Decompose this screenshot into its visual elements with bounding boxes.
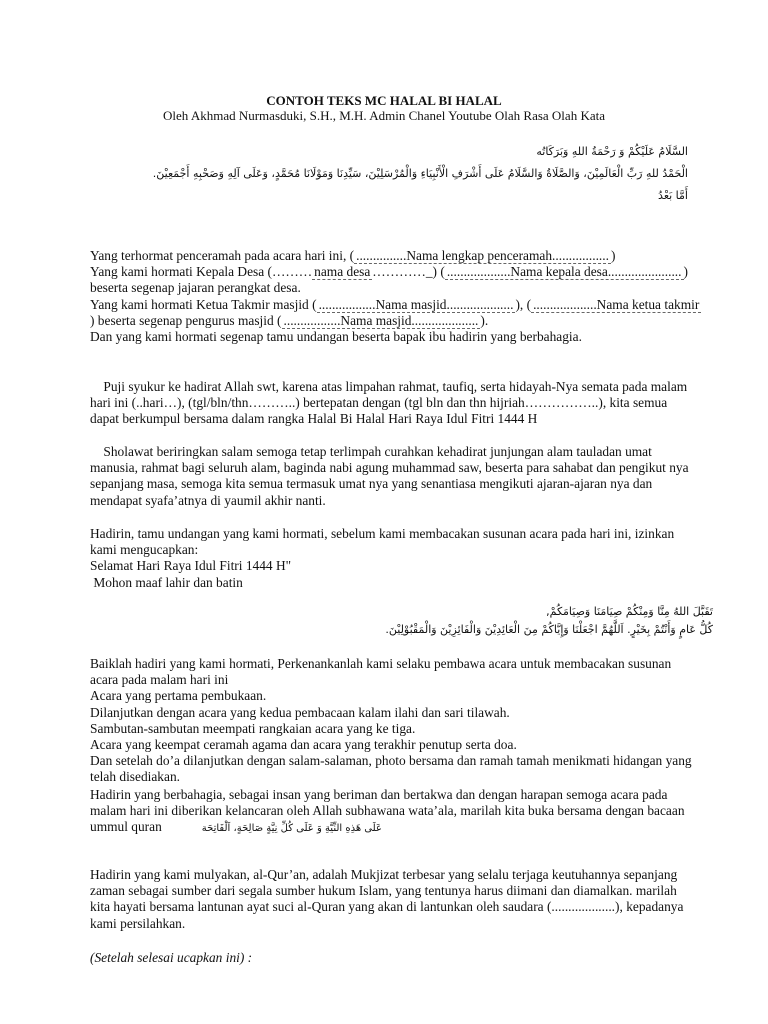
placeholder-nama-ketua-takmir: ...................Nama ketua takmir bbox=[533, 296, 700, 312]
paragraph-note: (Setelah selesai ucapkan ini) : bbox=[90, 950, 253, 965]
text-line: dapat berkumpul bersama dalam rangka Halal Bi Halal Hari Raya Idul Fitri 1444 H bbox=[90, 411, 538, 427]
placeholder-nama-desa: nama desa bbox=[314, 264, 371, 280]
arabic-fatihah: عَلَى هَذِهِ النِّيَّةِ وَ عَلَى كُلِّ نِيَّةٍ صَالِحَةٍ، اَلْفَاتِحَة bbox=[201, 823, 382, 835]
text-line: Acara yang pertama pembukaan. bbox=[90, 688, 267, 704]
text-line: Acara yang keempat ceramah agama dan acara yang terakhir penutup serta doa. bbox=[90, 737, 517, 753]
doc-subtitle: Oleh Akhmad Nurmasduki, S.H., M.H. Admin Chanel Youtube Olah Rasa Olah Kata bbox=[163, 108, 605, 123]
text-line: acara pada malam hari ini bbox=[90, 672, 229, 688]
text-line: Hadirin, tamu undangan yang kami hormati, sebelum kami membacakan susunan acara pada hari ini, izinkan bbox=[90, 526, 675, 541]
text-line: Hadirin yang berbahagia, sebagai insan yang beriman dan bertakwa dan dengan harapan semoga acara pada bbox=[90, 787, 668, 802]
text-line: sepanjang masa, semoga kita semua termasuk umat nya yang senantiasa mengikuti ajaran-ajaran nya dan bbox=[90, 476, 653, 492]
text-line: Puji syukur ke hadirat Allah swt, karena atas limpahan rahmat, taufiq, serta hidayah-Nya semata pada malam bbox=[90, 379, 688, 394]
text-line: Sholawat beriringkan salam semoga tetap terlimpah curahkan kehadirat junjungan alam tauladan umat bbox=[90, 444, 652, 459]
doc-title: CONTOH TEKS MC HALAL BI HALAL bbox=[266, 93, 502, 108]
greeting-text: Yang terhormat penceramah pada acara hari ini, ( bbox=[90, 248, 355, 263]
paragraph-sholawat bbox=[90, 444, 712, 509]
greeting-text: ). bbox=[480, 312, 489, 328]
greeting-text: …………_) ( bbox=[372, 264, 445, 280]
text-line: zaman sebagai sumber dari segala sumber hukum Islam, yang tentunya harus diimani dan diamalkan. marilah bbox=[90, 883, 677, 899]
greeting-text: ), ( bbox=[515, 296, 532, 312]
text-line bbox=[90, 819, 712, 837]
greeting-line bbox=[90, 297, 712, 313]
arabic-prayer-line: كُلُّ عَامٍ وَأَنْتُمْ بِخَيْرٍ. اَللَّهُمَّ اجْعَلْنَا وَإِيَّاكُمْ مِنَ الْعَائِدِيْنَ وَالْفَائِزِيْنَ وَالْمَقْبُوْلِيْنَ. bbox=[385, 623, 713, 636]
greeting-line bbox=[90, 248, 712, 264]
greeting-line: Dan yang kami hormati segenap tamu undangan beserta bapak ibu hadirin yang berbahagia. bbox=[90, 329, 582, 345]
placeholder-nama-masjid: .................Nama masjid.................... bbox=[318, 296, 514, 312]
text-line: malam hari ini diberikan kelancaran oleh Allah subhawana wata’ala, marilah kita buka bersama dengan bacaan bbox=[90, 803, 685, 819]
arabic-prayer bbox=[73, 603, 713, 639]
text-line: kita hayati bersama lantunan ayat suci al-Quran yang akan di lantunkan oleh saudara (...................), kepadanya bbox=[90, 899, 684, 915]
text-line: manusia, rahmat bagi seluruh alam, baginda nabi agung muhammad saw, beserta para sahabat dan pengikut nya bbox=[90, 460, 689, 476]
arabic-prayer-line: تَقَبَّلَ اللهُ مِنَّا وَمِنْكُمْ صِيَامَنَا وَصِيَامَكُمْ, bbox=[546, 605, 713, 618]
text-line: telah disediakan. bbox=[90, 769, 180, 785]
greeting-line: beserta segenap jajaran perangkat desa. bbox=[90, 280, 301, 296]
greeting-line bbox=[90, 313, 712, 329]
greeting-text: Yang kami hormati Ketua Takmir masjid ( bbox=[90, 296, 317, 312]
text-line: Selamat Hari Raya Idul Fitri 1444 H" bbox=[90, 558, 292, 574]
paragraph-pembukaan bbox=[90, 787, 712, 838]
greeting-text: Yang kami hormati Kepala Desa (……… bbox=[90, 264, 313, 280]
text-line: Sambutan-sambutan meempati rangkaian acara yang ke tiga. bbox=[90, 720, 416, 736]
text-line: Dan setelah do’a dilanjutkan dengan salam-salaman, photo bersama dan ramah tamah menikmati hidangan yang bbox=[90, 753, 692, 769]
paragraph-susunan-acara bbox=[90, 656, 712, 786]
text-line: Mohon maaf lahir dan batin bbox=[90, 574, 243, 590]
arabic-amma-badu: أَمَّا بَعْدُ bbox=[658, 189, 688, 202]
text-line: hari ini (..hari…), (tgl/bln/thn………..) bertepatan dengan (tgl bln dan thn hijriah……………..), kita semua bbox=[90, 395, 668, 411]
paragraph-puji-syukur bbox=[90, 379, 712, 428]
text-line: Hadirin yang kami mulyakan, al-Qur’an, adalah Mukjizat terbesar yang selalu terjaga keutuhannya sepanjang bbox=[90, 867, 678, 882]
greetings-block bbox=[90, 248, 712, 345]
placeholder-nama-kepala-desa: ...................Nama kepala desa...................... bbox=[446, 264, 682, 280]
text-line: Baiklah hadiri yang kami hormati, Perkenankanlah kami selaku pembawa acara untuk membacakan susunan bbox=[90, 656, 672, 671]
placeholder-nama-penceramah: ...............Nama lengkap penceramah................. bbox=[356, 248, 609, 263]
greeting-text: ) bbox=[683, 264, 688, 280]
paragraph-tilawah bbox=[90, 867, 712, 932]
text-line: kami persilahkan. bbox=[90, 915, 186, 931]
text-line: kami mengucapkan: bbox=[90, 542, 199, 558]
arabic-salam: السَّلَامُ عَلَيْكُمْ وَ رَحْمَةُ اللهِ وَبَرَكَاتُه bbox=[536, 145, 688, 158]
paragraph-ucapan bbox=[90, 526, 712, 591]
arabic-hamdalah: الْحَمْدُ للهِ رَبِّ الْعَالَمِيْنَ، وَالصَّلَاةُ وَالسَّلَامُ عَلَى أَشْرَفِ الْأَنْبِيَاءِ وَالْمُرْسَلِيْنَ، سَيِّدِنَا وَمَوْلَانَا مُحَمَّدٍ، وَعَلَى آلِهِ وَصَحْبِهِ أَجْمَعِيْنَ. bbox=[152, 167, 688, 180]
text-segment: ummul quran bbox=[90, 819, 162, 835]
text-line: Dilanjutkan dengan acara yang kedua pembacaan kalam ilahi dan sari tilawah. bbox=[90, 704, 510, 720]
placeholder-nama-masjid-2: .................Nama masjid.................... bbox=[283, 312, 479, 328]
text-line: mendapat syafa’atnya di yaumil akhir nanti. bbox=[90, 492, 326, 508]
greeting-line bbox=[90, 264, 712, 280]
greeting-text: ) beserta segenap pengurus masjid ( bbox=[90, 312, 282, 328]
greeting-text: ) bbox=[610, 248, 616, 263]
